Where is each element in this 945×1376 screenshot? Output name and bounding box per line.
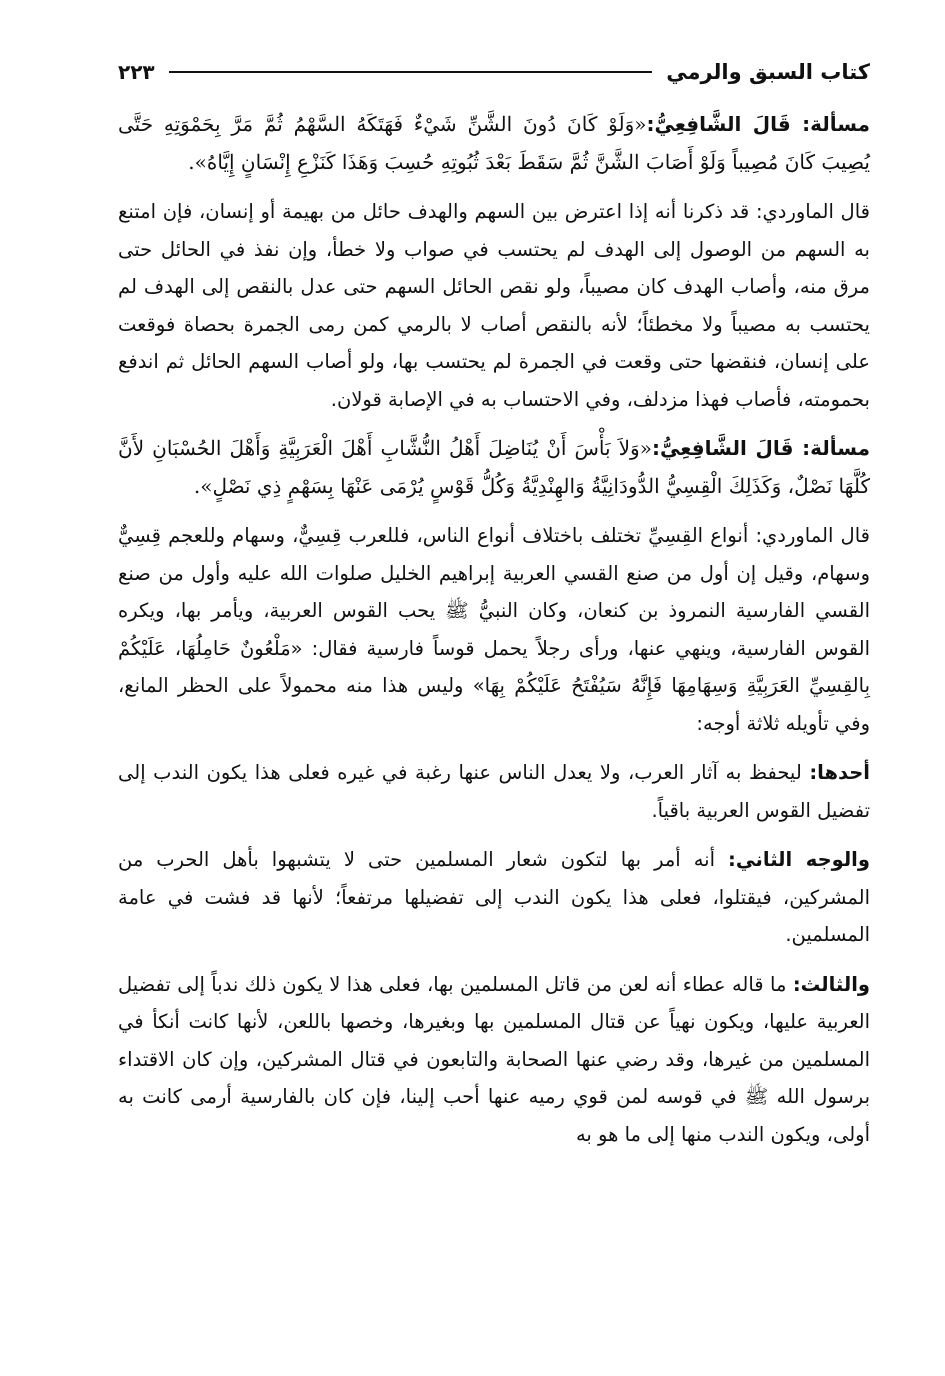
paragraph-mas-ala-2 xyxy=(118,430,870,505)
running-title: كتاب السبق والرمي xyxy=(666,60,870,84)
paragraph-text: أنه أمر بها لتكون شعار المسلمين حتى لا يتشبهوا بأهل الحرب من المشركين، فيقتلوا، فعلى هذا يكون الندب إلى تفضيلها مرتفعاً؛ لأنها قد فشت في عامة المسلمين. xyxy=(118,848,870,946)
paragraph-third-aspect xyxy=(118,966,870,1154)
paragraph-lead: والوجه الثاني: xyxy=(728,848,870,871)
paragraph-lead: والثالث: xyxy=(792,972,871,996)
paragraph-text: قال الماوردي: قد ذكرنا أنه إذا اعترض بين السهم والهدف حائل من بهيمة أو إنسان، فإن امتنع به السهم من الوصول إلى الهدف لم يحتسب في صواب ولا خطأ، وإن نفذ في الحائل حتى مرق منه، وأصاب الهدف كان مصيباً، ولو نقص الحائل السهم حتى عدل بالنقص إلى الهدف لم يحتسب به مصيباً ولا مخطئاً؛ لأنه بالنقص أصاب لا بالرمي كمن رمى الجمرة بحصاة فوقعت على إنسان، فنقضها حتى وقعت في الجمرة لم يحتسب بها، ولو أصاب السهم الحائل ثم اندفع بحمومته، فأصاب فهذا مزدلف، وفي الاحتساب به في الإصابة قولان. xyxy=(118,200,870,411)
paragraph-text: «وَلاَ بَأْسَ أَنْ يُنَاضِلَ أَهْلُ النُّشَّابِ أَهْلَ الْعَرَبِيَّةِ وَأَهْلَ الحُسْبَانِ لأَنَّ كُلَّهَا نَصْلٌ، وَكَذَلِكَ الْقِسِيُّ الدُّودَانِيَّةُ وَالهِنْدِيَّةُ وَكُلُّ قَوْسٍ يُرْمَى عَنْهَا بِسَهْمٍ ذِي نَصْلٍ». xyxy=(118,436,870,498)
paragraph-text: ليحفظ به آثار العرب، ولا يعدل الناس عنها رغبة في غيره فعلى هذا يكون الندب إلى تفضيل القوس العربية باقياً. xyxy=(118,761,870,822)
page-number: ٢٢٣ xyxy=(118,60,155,84)
paragraph-lead: مسألة: قَالَ الشَّافِعِيُّ: xyxy=(651,436,870,460)
paragraph-lead: أحدها: xyxy=(809,761,870,784)
paragraph-lead: مسألة: قَالَ الشَّافِعِيُّ: xyxy=(646,112,870,136)
paragraph-second-aspect xyxy=(118,841,870,954)
paragraph-mawardi-2 xyxy=(118,517,870,742)
paragraph-first-aspect xyxy=(118,754,870,829)
paragraph-text: قال الماوردي: أنواع القِسِيِّ تختلف باختلاف أنواع الناس، فللعرب قِسِيٌّ، وسهام وللعجم قِسِيٌّ وسهام، وقيل إن أول من صنع القسي العربية إبراهيم الخليل صلوات الله عليه وأول من صنع القسي الفارسية النمروذ بن كنعان، وكان النبيُّ ﷺ يحب القوس العربية، ويأمر بها، ويكره القوس الفارسية، وينهي عنها، ورأى رجلاً يحمل قوساً فارسية فقال: «مَلْعُونٌ حَامِلُهَا، عَلَيْكُمْ بِالقِسِيِّ العَرَبِيَّةِ وَسِهَامِهَا فَإِنَّهُ سَيُفْتَحُ عَلَيْكُمْ بِهَا» وليس هذا منه محمولاً على الحظر المانع، وفي تأويله ثلاثة أوجه: xyxy=(118,524,870,735)
paragraph-mas-ala-1 xyxy=(118,106,870,181)
header-rule xyxy=(169,71,653,73)
paragraph-text: ما قاله عطاء أنه لعن من قاتل المسلمين بها، فعلى هذا لا يكون ذلك ندباً إلى تفضيل العربية عليها، ويكون نهياً عن قتال المسلمين بها وبغيرها، وخصها باللعن، لأنها كانت أنكأ في المسلمين من غيرها، وقد رضي عنها الصحابة والتابعون في قتال المشركين، وإن كان الاقتداء برسول الله ﷺ في قوسه لمن قوي رميه عنها أحب إلينا، فإن كان بالفارسية أرمى كانت به أولى، ويكون الندب منها إلى ما هو به xyxy=(118,972,870,1146)
book-page xyxy=(118,52,870,1352)
paragraph-text: «وَلَوْ كَانَ دُونَ الشَّنِّ شَيْءٌ فَهَتَكَهُ السَّهْمُ ثُمَّ مَرَّ بِحَمْوَتِهِ حَتَّى يُصِيبَ كَانَ مُصِيباً وَلَوْ أَصَابَ الشَّنَّ ثُمَّ سَقَطَ بَعْدَ ثُبُوتِهِ حُسِبَ وَهَذَا كَنَزْعِ إِنْسَانٍ إِيَّاهُ». xyxy=(118,112,870,174)
page-header xyxy=(118,52,870,92)
paragraph-mawardi-1 xyxy=(118,193,870,418)
